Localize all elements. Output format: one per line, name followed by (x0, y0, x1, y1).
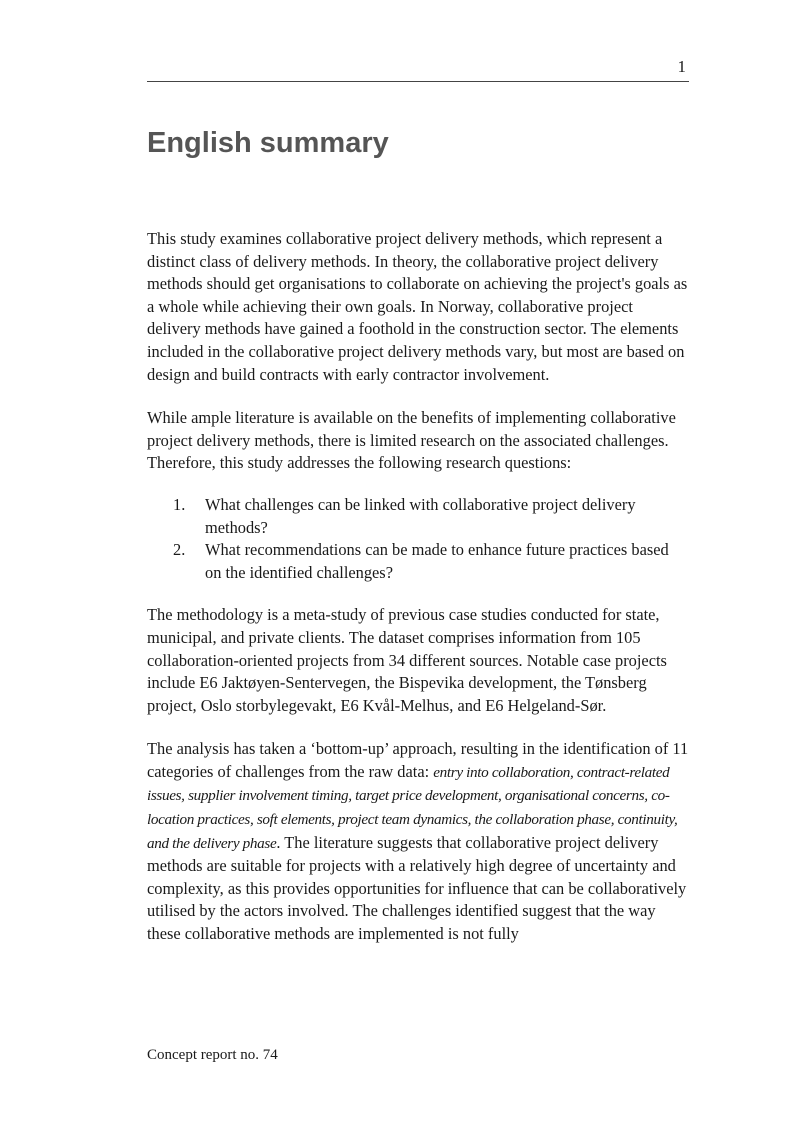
challenge-categories: entry into collaboration, contract-related issues, supplier involvement timing, target price development, organisational concerns, co-location practices, soft elements, project team dynamics, the collaboration phase, continuity, and the delivery phase (147, 763, 678, 852)
page-title: English summary (147, 127, 389, 159)
analysis-text-end: . The literature suggests that collaborative project delivery methods are suitable for projects with a relatively high degree of uncertainty and complexity, as this provides opportunities for influence that can be collaboratively utilised by the actors involved. The challenges identified suggest that the way these collaborative methods are implemented is not fully (147, 832, 687, 944)
list-item-number: 1. (173, 494, 186, 514)
page-footer: Concept report no. 74 (147, 1047, 278, 1063)
paragraph-research-context: While ample literature is available on the benefits of implementing collaborative project delivery methods, there is limited research on the associated challenges. Therefore, this study addresses the following research questions: (147, 408, 676, 473)
page-number: 1 (677, 57, 686, 76)
paragraph-analysis (147, 738, 689, 945)
list-item (147, 494, 689, 539)
header-rule (147, 81, 689, 82)
list-item-text: What challenges can be linked with collaborative project delivery methods? (205, 494, 636, 537)
paragraph-intro: This study examines collaborative project delivery methods, which represent a distinct class of delivery methods. In theory, the collaborative project delivery methods should get organisations to collaborate on achieving the project's goals as a whole while achieving their own goals. In Norway, collaborative project delivery methods have gained a foothold in the construction sector. The elements included in the collaborative project delivery methods vary, but most are based on design and build contracts with early contractor involvement. (147, 229, 688, 384)
research-questions-list (147, 494, 689, 584)
list-item-text: What recommendations can be made to enhance future practices based on the identified challenges? (205, 540, 669, 582)
list-item-number: 2. (173, 540, 186, 560)
list-item (147, 539, 689, 584)
body-content (147, 228, 689, 946)
analysis-text-start: The analysis has taken a ‘bottom-up’ approach, resulting in the identification of 11 categories of challenges from the raw data: (147, 739, 689, 781)
paragraph-methodology: The methodology is a meta-study of previous case studies conducted for state, municipal, and private clients. The dataset comprises information from 105 collaboration-oriented projects from 34 different sources. Notable case projects include E6 Jaktøyen-Sentervegen, the Bispevika development, the Tønsberg project, Oslo storbylegevakt, E6 Kvål-Melhus, and E6 Helgeland-Sør. (147, 605, 667, 715)
